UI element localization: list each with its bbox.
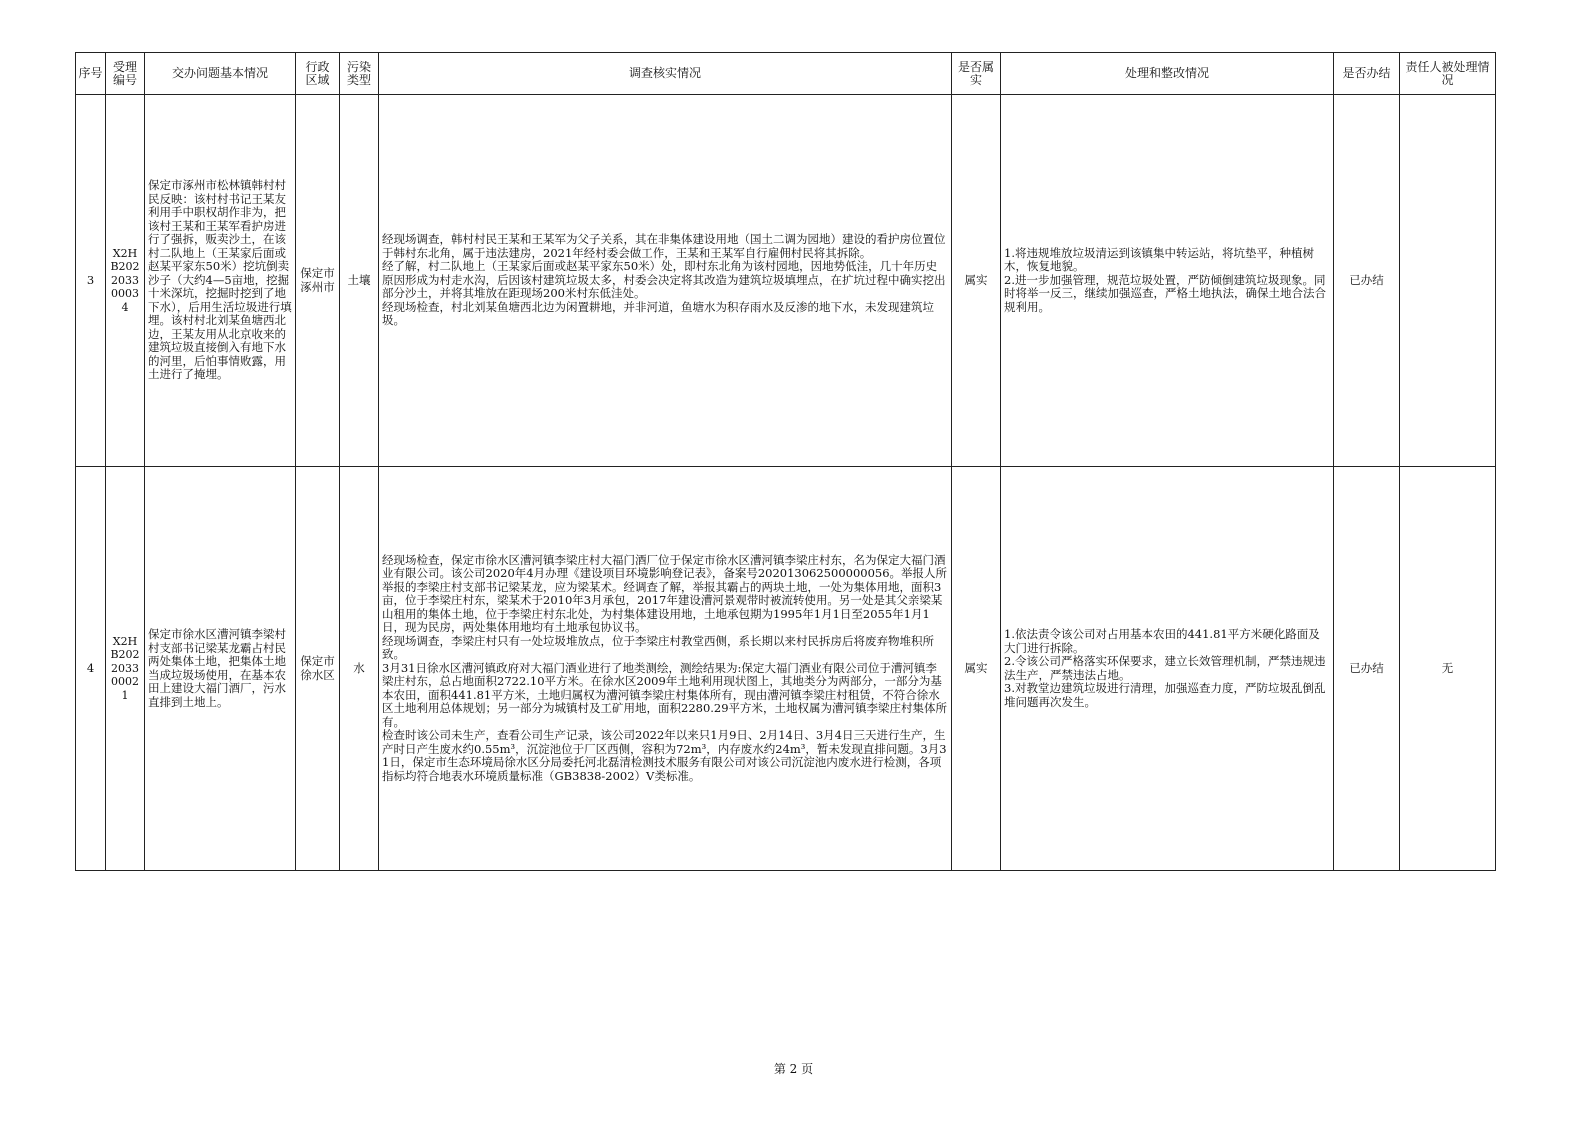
row-case-no: X2HB20220330002 1 [106, 467, 145, 871]
header-case-no: 受理编号 [106, 53, 145, 95]
header-handling: 处理和整改情况 [1001, 53, 1334, 95]
investigation-paragraph: 检查时该公司未生产，查看公司生产记录，该公司2022年以来只1月9日、2月14日、3月4日三天进行生产，生产时日产生废水约0.55m³，沉淀池位于厂区西侧，容积为72m³，内存废水约24m³，暂未发现直排问题。3月31日，保定市生态环境局徐水区分局委托河北磊清检测技术服务有限公司对该公司沉淀池内废水进行检测，各项指标均符合地表水环境质量标准（GB3838-2002）V类标准。 [382, 728, 947, 783]
row-pollution: 土壤 [340, 95, 379, 467]
handling-item: 2.令该公司严格落实环保要求，建立长效管理机制，严禁违规违法生产，严禁违法占地。 [1004, 654, 1326, 682]
table-row [76, 95, 1496, 467]
row-investigation [379, 467, 952, 871]
header-pollution: 污染类型 [340, 53, 379, 95]
handling-item: 1.将违规堆放垃圾清运到该镇集中转运站，将坑垫平，种植树木，恢复地貌。 [1004, 245, 1314, 274]
row-handling [1001, 95, 1334, 467]
row-closed: 已办结 [1334, 467, 1400, 871]
row-seq: 4 [76, 467, 106, 871]
row-seq: 3 [76, 95, 106, 467]
header-closed: 是否办结 [1334, 53, 1400, 95]
row-accountability [1400, 95, 1496, 467]
handling-item: 2.进一步加强管理，规范垃圾处置，严防倾倒建筑垃圾现象。同时将举一反三，继续加强巡查，严格土地执法，确保土地合法合规利用。 [1004, 272, 1326, 314]
row-pollution: 水 [340, 467, 379, 871]
header-district: 行政区域 [296, 53, 340, 95]
table-row [76, 467, 1496, 871]
investigation-paragraph: 经现场调查，韩村村民王某和王某军为父子关系，其在非集体建设用地（国土二调为园地）建设的看护房位置位于韩村东北角，属于违法建房，2021年经村委会做工作，王某和王某军自行雇佣村民将其拆除。 [382, 232, 946, 260]
header-investigation: 调查核实情况 [379, 53, 952, 95]
row-accountability: 无 [1400, 467, 1496, 871]
header-issue: 交办问题基本情况 [145, 53, 296, 95]
row-investigation [379, 95, 952, 467]
case-table [75, 52, 1496, 871]
row-handling [1001, 467, 1334, 871]
header-verified: 是否属实 [952, 53, 1001, 95]
row-issue: 保定市涿州市松林镇韩村村民反映：该村村书记王某友利用手中职权胡作非为，把该村王某和王某军看护房进行了强拆，贩卖沙土，在该村二队地上（王某家后面或赵某平家东50米）挖坑倒卖沙子（大约4—5亩地，挖掘十米深坑，挖掘时挖到了地下水），后用生活垃圾进行填埋。该村村北刘某鱼塘西北边，王某友用从北京收来的建筑垃圾直接倒入有地下水的河里，后怕事情败露，用土进行了掩埋。 [145, 95, 296, 467]
row-case-no: X2HB20220330003 4 [106, 95, 145, 467]
handling-item: 1.依法责令该公司对占用基本农田的441.81平方米硬化路面及大门进行拆除。 [1004, 627, 1320, 655]
investigation-paragraph: 经现场检查，村北刘某鱼塘西北边为闲置耕地，并非河道，鱼塘水为积存雨水及反渗的地下水，未发现建筑垃圾。 [382, 299, 934, 328]
row-verified: 属实 [952, 467, 1001, 871]
header-row [76, 53, 1496, 95]
investigation-paragraph: 经了解，村二队地上（王某家后面或赵某平家东50米）处，即村东北角为该村园地，因地势低洼，几十年历史原因形成为村走水沟，后因该村建筑垃圾太多，村委会决定将其改造为建筑垃圾填埋点，在扩坑过程中确实挖出部分沙土，并将其堆放在距现场200米村东低洼处。 [382, 259, 946, 301]
header-seq: 序号 [76, 53, 106, 95]
row-verified: 属实 [952, 95, 1001, 467]
row-closed: 已办结 [1334, 95, 1400, 467]
handling-item: 3.对教堂边建筑垃圾进行清理，加强巡查力度，严防垃圾乱倒乱堆问题再次发生。 [1004, 681, 1326, 709]
row-district: 保定市涿州市 [296, 95, 340, 467]
row-district: 保定市徐水区 [296, 467, 340, 871]
investigation-paragraph: 3月31日徐水区漕河镇政府对大福门酒业进行了地类测绘，测绘结果为:保定大福门酒业有限公司位于漕河镇李梁庄村东，总占地面积2722.10平方米。在徐水区2009年土地利用现状图上，其地类分为两部分，一部分为基本农田，面积441.81平方米，土地归属权为漕河镇李梁庄村集体所有，现由漕河镇李梁庄村租赁，不符合徐水区土地利用总体规划；另一部分为城镇村及工矿用地，面积2280.29平方米，土地权属为漕河镇李梁庄村集体所有。 [382, 660, 948, 729]
investigation-paragraph: 经现场调查，李梁庄村只有一处垃圾堆放点，位于李梁庄村教堂西侧，系长期以来村民拆房后将废弃物堆积所致。 [382, 633, 934, 662]
investigation-paragraph: 经现场检查，保定市徐水区漕河镇李梁庄村大福门酒厂位于保定市徐水区漕河镇李梁庄村东，名为保定大福门酒业有限公司。该公司2020年4月办理《建设项目环境影响登记表》，备案号202013062500000056。举报人所举报的李梁庄村支部书记梁某龙，应为梁某术。经调查了解，举报其霸占的两块土地，一处为集体用地，面积3亩，位于李梁庄村东，梁某术于2010年3月承包，2017年建设漕河景观带时被流转使用。另一处是其父亲梁某山租用的集体土地，位于李梁庄村东北处，为村集体建设用地，土地承包期为1995年1月1日至2055年1月1日，现为民房，两处集体用地均有土地承包协议书。 [382, 552, 948, 635]
row-issue: 保定市徐水区漕河镇李梁村村支部书记梁某龙霸占村民两处集体土地，把集体土地当成垃圾场使用，在基本农田上建设大福门酒厂，污水直排到土地上。 [145, 467, 296, 871]
header-accountability: 责任人被处理情况 [1400, 53, 1496, 95]
page-number: 第 2 页 [773, 1062, 814, 1076]
